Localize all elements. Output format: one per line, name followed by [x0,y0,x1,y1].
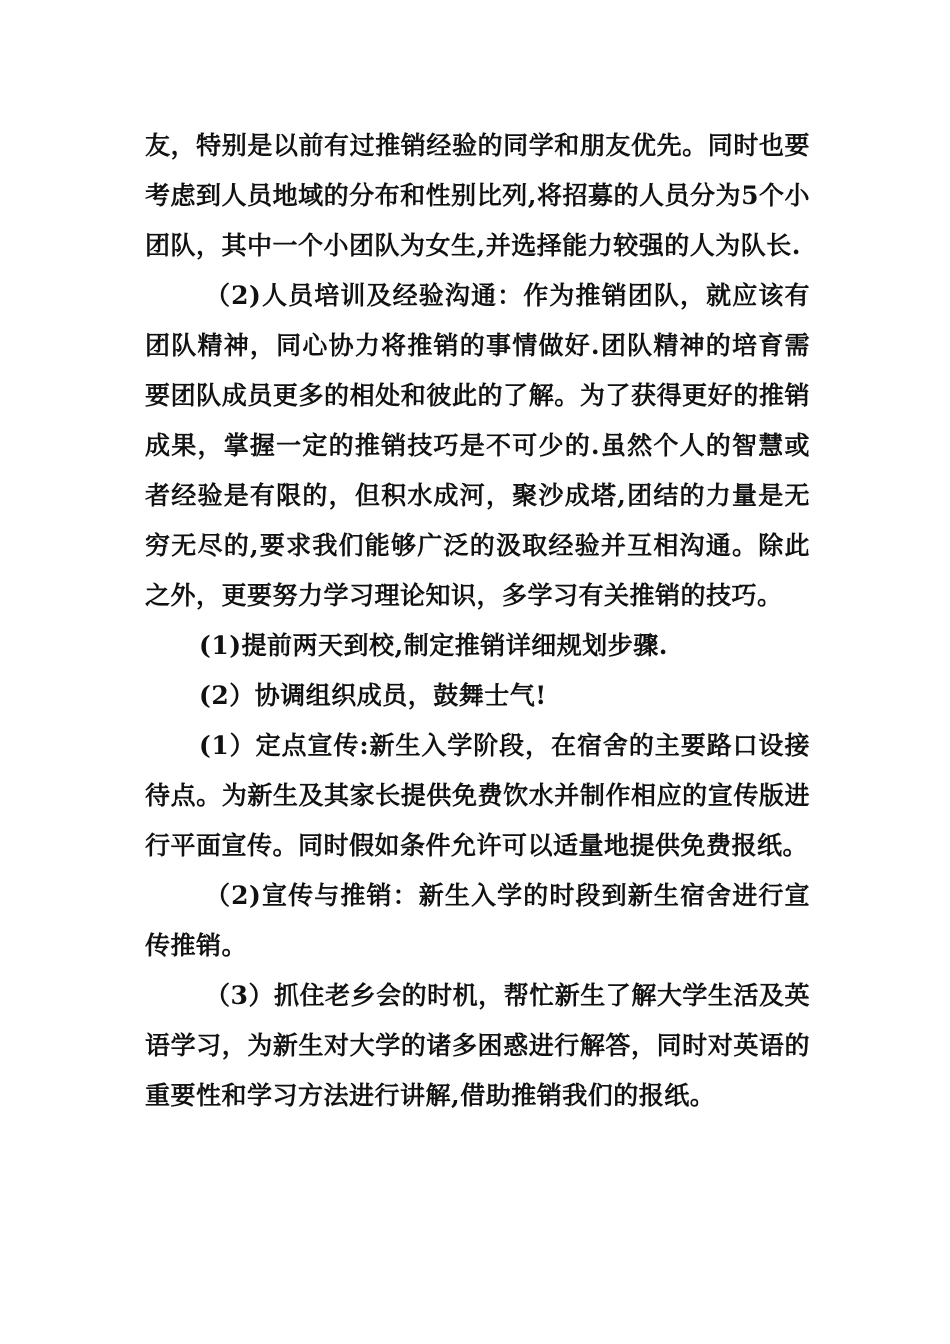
paragraph-dorm-promotion: （2)宣传与推销：新生入学的时段到新生宿舍进行宣传推销。 [145,881,810,960]
paragraph-training: （2)人员培训及经验沟通：作为推销团队，就应该有团队精神，同心协力将推销的事情做好.团队精神的培育需要团队成员更多的相处和彼此的了解。为了获得更好的推销成果，掌握一定的推销技巧是不可少的.虽然个人的智慧或者经验是有限的，但积水成河，聚沙成塔,团结的力量是无穷无尽的,要求我们能够广泛的汲取经验并互相沟通。除此之外，更要努力学习理论知识，多学习有关推销的技巧。 [145,281,810,610]
paragraph-hometown-meeting: （3）抓住老乡会的时机，帮忙新生了解大学生活及英语学习，为新生对大学的诸多困惑进行解答，同时对英语的重要性和学习方法进行讲解,借助推销我们的报纸。 [145,981,810,1110]
paragraph-arrive-early: (1)提前两天到校,制定推销详细规划步骤. [199,631,668,660]
document-page [145,121,810,1121]
paragraph-coordinate: (2）协调组织成员，鼓舞士气! [199,681,547,710]
paragraph-recruitment-continued: 友，特别是以前有过推销经验的同学和朋友优先。同时也要考虑到人员地域的分布和性别比列,将招募的人员分为5个小团队，其中一个小团队为女生,并选择能力较强的人为队长. [145,131,810,260]
paragraph-fixed-point-promotion: (1）定点宣传:新生入学阶段，在宿舍的主要路口设接待点。为新生及其家长提供免费饮水并制作相应的宣传版进行平面宣传。同时假如条件允许可以适量地提供免费报纸。 [145,731,810,860]
